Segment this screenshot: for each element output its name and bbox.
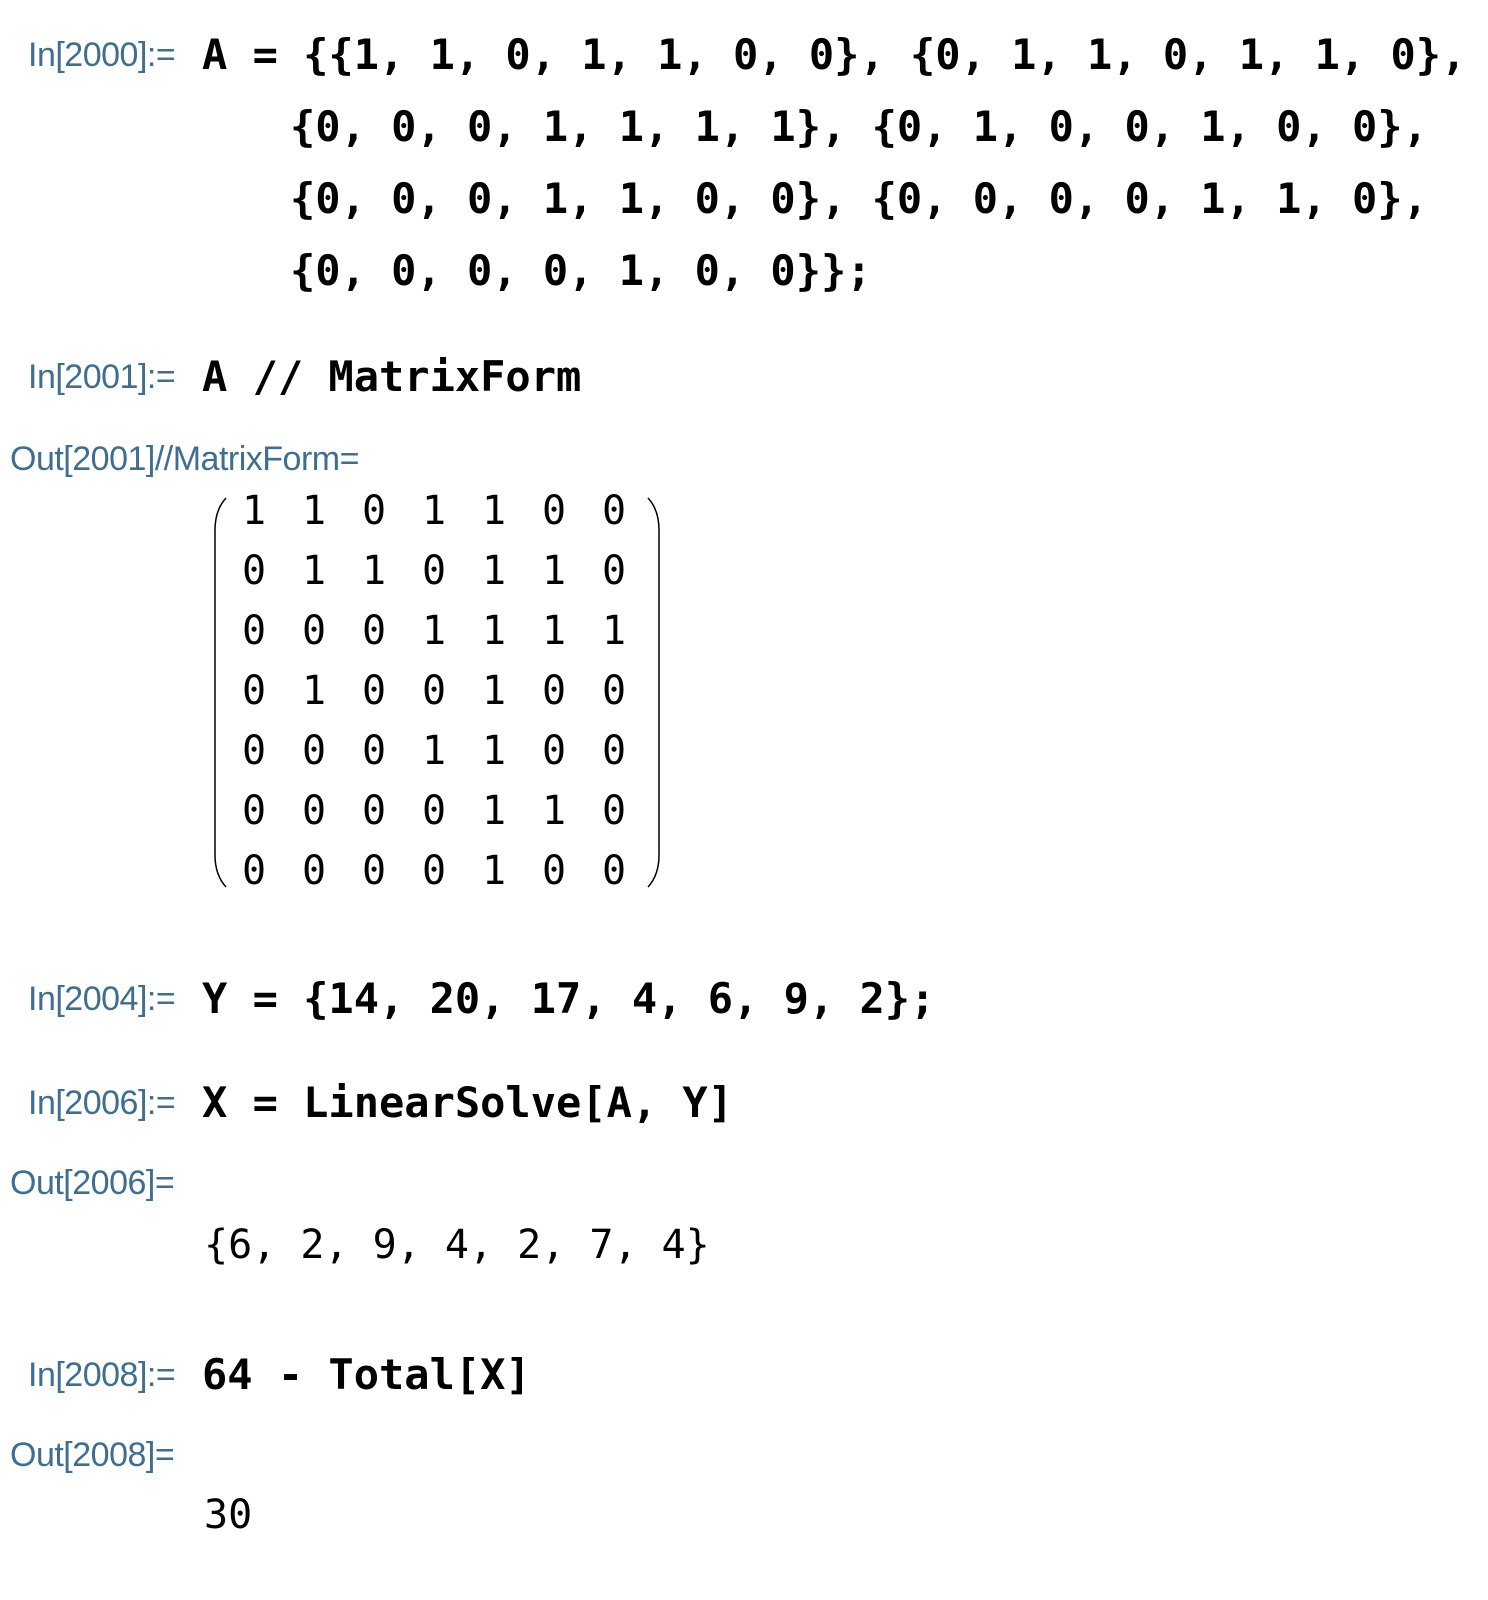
matrix-cell: 0 [421,668,447,714]
input-label-2006: In[2006]:= [28,1084,176,1122]
output-value-total: 30 [204,1492,253,1538]
matrix-cell: 0 [601,848,627,894]
matrix-cell: 0 [601,548,627,594]
matrix-cell: 0 [301,608,327,654]
matrix-cell: 0 [601,668,627,714]
input-label-2001: In[2001]:= [28,358,176,396]
input-code-linearsolve[interactable]: X = LinearSolve[A, Y] [202,1078,734,1127]
matrix-cell: 0 [361,848,387,894]
output-label-2001: Out[2001]//MatrixForm= [10,440,359,478]
matrix-cell: 1 [541,788,567,834]
matrix-cell: 1 [301,668,327,714]
matrix-cell: 0 [601,788,627,834]
matrix-cell: 0 [541,848,567,894]
matrix-cell: 1 [421,728,447,774]
input-code-total[interactable]: 64 - Total[X] [202,1350,531,1399]
input-label-2004: In[2004]:= [28,980,176,1018]
matrix-cell: 0 [241,548,267,594]
matrix-cell: 0 [541,488,567,534]
matrix-cell: 0 [301,848,327,894]
output-label-2006: Out[2006]= [10,1164,175,1202]
matrix-cell: 0 [241,788,267,834]
matrix-cell: 1 [481,728,507,774]
matrix-cell: 1 [481,788,507,834]
matrix-cell: 1 [541,548,567,594]
matrix-cell: 0 [241,848,267,894]
matrix-cell: 0 [301,728,327,774]
input-label-2000: In[2000]:= [28,36,176,74]
matrix-cell: 1 [361,548,387,594]
input-code-line[interactable]: {0, 0, 0, 1, 1, 0, 0}, {0, 0, 0, 0, 1, 1, 0}, [290,174,1428,223]
output-label-2008: Out[2008]= [10,1436,175,1474]
matrix-cell: 0 [541,728,567,774]
input-code-line[interactable]: A = {{1, 1, 0, 1, 1, 0, 0}, {0, 1, 1, 0, 1, 1, 0}, [202,30,1467,79]
matrix-cell: 0 [301,788,327,834]
matrix-cell: 0 [421,548,447,594]
input-code-y[interactable]: Y = {14, 20, 17, 4, 6, 9, 2}; [202,974,936,1023]
matrix-cell: 1 [481,848,507,894]
matrix-cell: 0 [361,668,387,714]
matrix-cell: 0 [421,788,447,834]
matrix-cell: 0 [601,488,627,534]
matrix-cell: 1 [481,608,507,654]
matrix-cell: 0 [421,848,447,894]
matrix-cell: 1 [301,488,327,534]
output-value-list: {6, 2, 9, 4, 2, 7, 4} [204,1222,710,1268]
matrix-cell: 0 [361,788,387,834]
matrix-cell: 0 [241,608,267,654]
matrix-cell: 1 [481,668,507,714]
matrix-cell: 1 [481,548,507,594]
input-code-line[interactable]: {0, 0, 0, 1, 1, 1, 1}, {0, 1, 0, 0, 1, 0, 0}, [290,102,1428,151]
matrix-cell: 0 [601,728,627,774]
matrix-cell: 0 [361,728,387,774]
matrix-cell: 1 [421,488,447,534]
input-code-line[interactable]: {0, 0, 0, 0, 1, 0, 0}}; [290,246,872,295]
matrix-cell: 0 [241,668,267,714]
matrix-cell: 1 [301,548,327,594]
input-code-matrixform[interactable]: A // MatrixForm [202,352,582,401]
matrix-cell: 1 [601,608,627,654]
matrix-cell: 1 [541,608,567,654]
matrix-output [214,490,660,895]
matrix-cell: 0 [361,488,387,534]
matrix-cell: 1 [421,608,447,654]
input-label-2008: In[2008]:= [28,1356,176,1394]
matrix-cell: 0 [541,668,567,714]
matrix-cell: 1 [481,488,507,534]
matrix-cell: 0 [241,728,267,774]
matrix-cell: 1 [241,488,267,534]
matrix-cell: 0 [361,608,387,654]
